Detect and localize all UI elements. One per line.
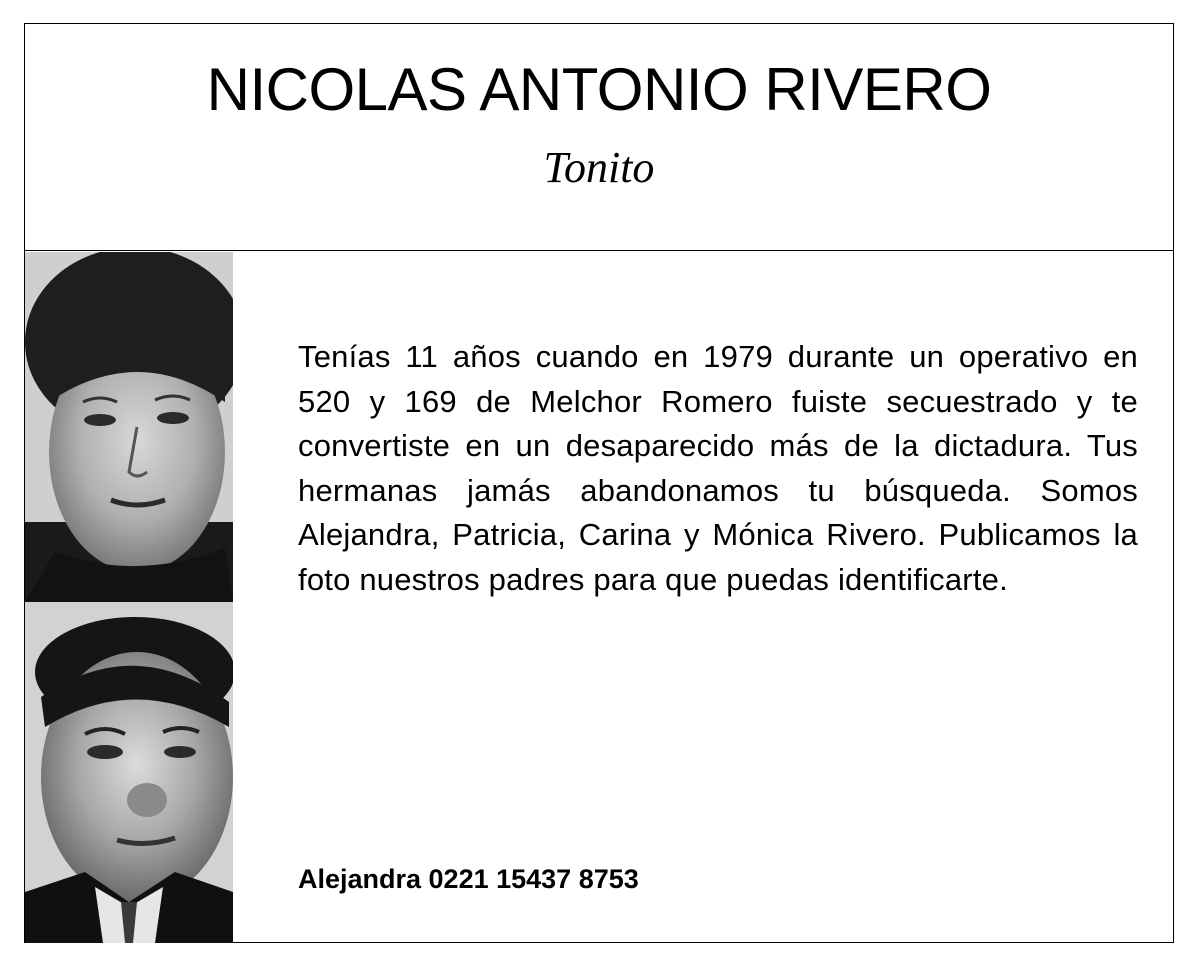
parent-photos [25,252,233,943]
person-nickname: Tonito [543,143,655,192]
contact-line: Alejandra 0221 15437 8753 [298,864,639,894]
notice-message: Tenías 11 años cuando en 1979 durante un operativo en 520 y 169 de Melchor Romero fuiste secuestrado y te convertiste en un desaparecido más de la dictadura. Tus hermanas jamás abandonamos tu búsqueda. Somos Alejandra, Patricia, Carina y Mónica Rivero. Publicamos la foto nuestros padres para que puedas identificarte. [298,339,1138,597]
notice-frame [24,23,1174,943]
father-photo [25,602,233,943]
mother-photo [25,252,233,602]
notice-header [25,24,1173,251]
person-name: NICOLAS ANTONIO RIVERO [206,56,992,123]
